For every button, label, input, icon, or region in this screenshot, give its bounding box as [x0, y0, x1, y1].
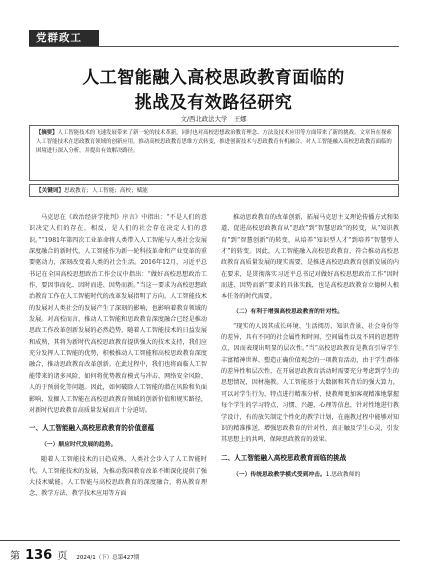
subsection-heading: （一）顺应时代发展的趋势。	[41, 442, 117, 449]
subsection-heading: （二）有利于增强高校思政教育的针对性。	[233, 308, 344, 315]
abstract-box	[29, 125, 399, 181]
page-suffix: 页	[57, 551, 68, 562]
section-heading: 一、人工智能融入高校思政教育的价值意蕴	[29, 424, 155, 433]
body-paragraph: 推动思政教育的改革创新，拓展马克思主义理论传播方式和渠道，促进高校思政教育从“思政”到“智慧思政”的转变，从“知识教育”到“智慧创新”的转变，从培养“知识型人才”到培养“智慧型人才”的转变。因此，人工智能融入高校思政教育，符合推动高校思政教育高质量发展的现实需要，是推进高校思政教育创新发展的内在要求，是贯彻落实习近平总书记对做好高校思想政治工作“因时而进、因势而新”要求的具体实践，也是高校思政教育立德树人根本任务的时代需要。	[221, 214, 399, 301]
subsection-heading	[221, 470, 399, 480]
author-line: 文/西北政法大学 王娜	[180, 115, 247, 123]
keywords-heading: 【关键词】	[36, 188, 64, 194]
section-tag: 党群政工	[29, 30, 99, 46]
body-paragraph: 马克思在《政治经济学批判》序言》中指出：“不是人们的意识决定人们的存在，相反，是人们的社会存在决定人们的意识。”“1981年第四次工业革命将人类带入人工智能与人类社会发展深度融合的新时代，人工智能作为新一轮科技革命和产业变革的重要驱动力，深刻改变着人类的社会生活。2016年12月，习近平总书记在全国高校思想政治工作会议中指出：“做好高校思想政治工作，要因事而化、因时而进、因势而新。”当这一要求为高校思想政治教育工作在人工智能时代的改革发展指明了方向。人工智能技术的发展对人类社会的发展产生了深刻的影响，也影响着教育领域的发展。对高校而言，推动人工智能和思政教育深度融合已经是推动思政工作改革创新发展的必然趋势，随着人工智能技术的日益发展和成熟，其将为新时代高校思政教育提供强大的技术支持，我们应充分发挥人工智能的优势，积极推动人工智能和高校思政教育深度融合，推动思政教育改革创新。在此过程中，我们也将面临人工智能带来的诸多风险，如何将优势教育模式与冲击、网络安全风险、人的于预弱化等问题。因此，如何破除人工智能的潜在风险和负面影响，发掘人工智能在高校思政教育领域的创新价值和规实路径，对新时代思政教育高质量发展而言十分迫切。	[29, 214, 207, 414]
article-title-line1: 人工智能融入高校思政教育面临的	[82, 68, 345, 88]
article-title-line2: 挑战及有效路径研究	[134, 93, 293, 113]
body-paragraph: “现实的人因其成长环境、生活阅历、知识背景、社会身份等的差异，具有不同的社会属性和时间、空间属性以及不同的思想特点，因而表现出明显的层次性。”当“高校思政教育是教育引导学生丰富精神世界、塑造正确价值观念的一项教育活动，由于学生群体的差异性和层次性，在开展思政教育活动时需要充分考虑到学生的思想情况，因材施教。人工智能基于大数据和其背后的强大算力，可以对学生行为、特点进行精准分析，使教师更加客观精准地掌握每个学生的学习特点、习惯、兴趣、心理等信息，针对性地进行教学设计，有的放矢制定个性化的教学计划，在施教过程中能够对知识的精准推送，增强思政教育的针对性，真正触及学生心灵，引发其思想上的共鸣，保障思政教育的效果。	[221, 322, 399, 444]
subsection-heading-text: （一）传统思政教学模式受到冲击。	[233, 471, 326, 478]
keywords-text: 思政教育；人工智能；高校；赋能	[63, 188, 148, 194]
footer-rule	[0, 540, 400, 541]
left-column	[29, 212, 207, 530]
page-prefix: 第	[10, 551, 20, 562]
section-heading: 二、人工智能融入高校思政教育面临的挑战	[221, 453, 347, 462]
body-paragraph: 随着人工智能技术的日趋成熟，人类社会步入了人工智能时代。人工智能技术的发展，为推动我国教育改革不断深化提供了强大技术赋能。人工智能与高校思政教育的深度融合，将从教育理念、教学方法、教学技术应用等方面	[29, 456, 207, 498]
issue-info: 2024/1（下）总第427期	[76, 555, 140, 561]
header-rule	[29, 46, 399, 47]
right-column	[221, 212, 399, 530]
abstract-text: 人工智能技术的飞速发展带来了新一轮的技术革新，同时也对高校思想政治教育理念、方法及技术应用等方面带来了新的挑战。文章旨在探索人工智能技术在思政教育领域的创新应用，推动高校思政教育思维方式转变，推进创新技术与思政教育有机融合，对人工智能融入高校思政教育面临的困境进行深入分析，并提出有效解决路径。	[36, 130, 392, 155]
body-text-fragment: 1.思政教师的	[325, 471, 361, 478]
abstract-heading: 【摘要】	[36, 130, 58, 136]
page-number: 136	[25, 548, 53, 563]
keywords-box	[29, 184, 399, 197]
page-footer	[10, 544, 139, 564]
